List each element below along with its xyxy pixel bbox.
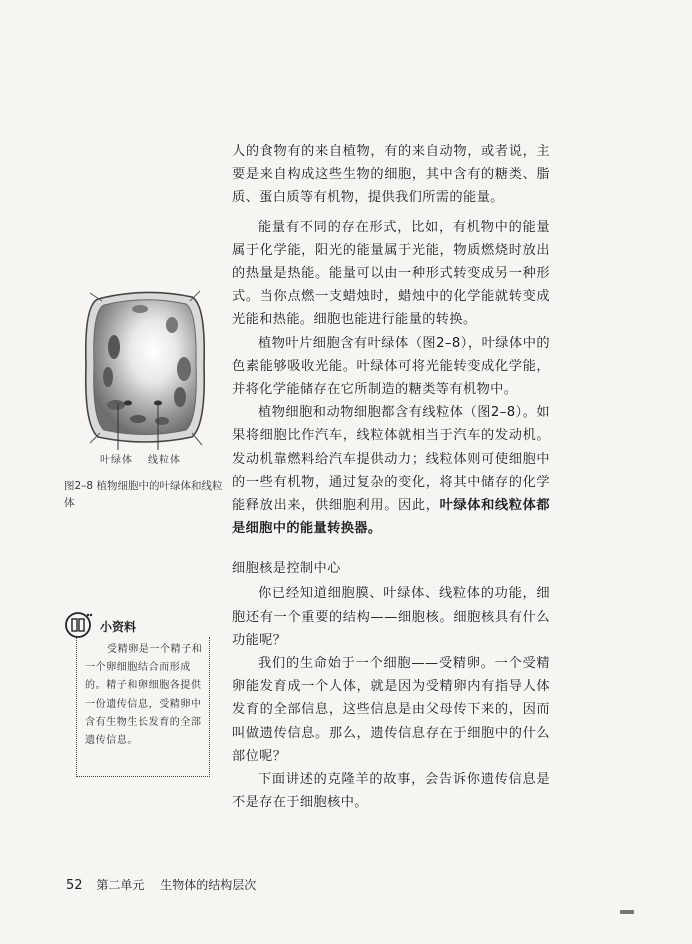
label-chloroplast: 叶绿体 (100, 455, 133, 466)
page-number: 52 (66, 878, 83, 893)
page-footer (66, 876, 256, 893)
section-title: 细胞核是控制中心 (232, 561, 341, 577)
unit-name: 第二单元 (96, 878, 145, 892)
main-text-column (232, 140, 550, 814)
paragraph-clone-sheep: 下面讲述的克隆羊的故事，会告诉你遗传信息是不是存在于细胞核中。 (232, 772, 550, 811)
info-box-body (76, 637, 210, 777)
info-text: 受精卵是一个精子和一个卵细胞结合而形成的。精子和卵细胞各提供一份遗传信息，受精卵中含有生物生长发育的全部遗传信息。 (85, 644, 203, 747)
info-title: 小资料 (100, 620, 137, 634)
unit-title: 生物体的结构层次 (160, 878, 257, 892)
paragraph-zygote: 我们的生命始于一个细胞——受精卵。一个受精卵能发育成一个人体，就是因为受精卵内有指导人体发育的全部信息，这些信息是由父母传下来的，因而叫做遗传信息。那么，遗传信息存在于细胞中的什么部位呢？ (232, 656, 550, 764)
label-mitochondria: 线粒体 (148, 455, 181, 466)
paragraph-mitochondria-text: 植物细胞和动物细胞都含有线粒体（图2–8）。如果将细胞比作汽车，线粒体就相当于汽车的发动机。发动机靠燃料给汽车提供动力；线粒体则可使细胞中的一些有机物，通过复杂的变化，将其中储存的化学能释放出来，供细胞利用。因此， (232, 405, 550, 514)
paragraph-mitochondria (232, 401, 550, 540)
paragraph-energy-forms: 能量有不同的存在形式，比如，有机物中的能量属于化学能，阳光的能量属于光能，物质燃烧时放出的热量是热能。能量可以由一种形式转变成另一种形式。当你点燃一支蜡烛时，蜡烛中的化学能就转变成光能和热能。细胞也能进行能量的转换。 (232, 219, 550, 328)
corner-mark (620, 910, 634, 914)
book-icon (64, 610, 94, 640)
paragraph-food-energy: 人的食物有的来自植物，有的来自动物，或者说，主要是来自构成这些生物的细胞，其中含有的糖类、脂质、蛋白质等有机物，提供我们所需的能量。 (232, 144, 550, 206)
paragraph-chloroplast: 植物叶片细胞含有叶绿体（图2–8），叶绿体中的色素能够吸收光能。叶绿体可将光能转变成化学能，并将化学能储存在它所制造的糖类等有机物中。 (232, 335, 550, 398)
energy-converter-statement: 叶绿体和线粒体都是细胞中的能量转换器。 (232, 498, 551, 537)
figure-caption: 图2–8 植物细胞中的叶绿体和线粒体 (64, 480, 223, 509)
paragraph-nucleus-intro: 你已经知道细胞膜、叶绿体、线粒体的功能，细胞还有一个重要的结构——细胞核。细胞核具有什么功能呢？ (232, 586, 550, 648)
plant-cell-illustration (80, 285, 210, 450)
